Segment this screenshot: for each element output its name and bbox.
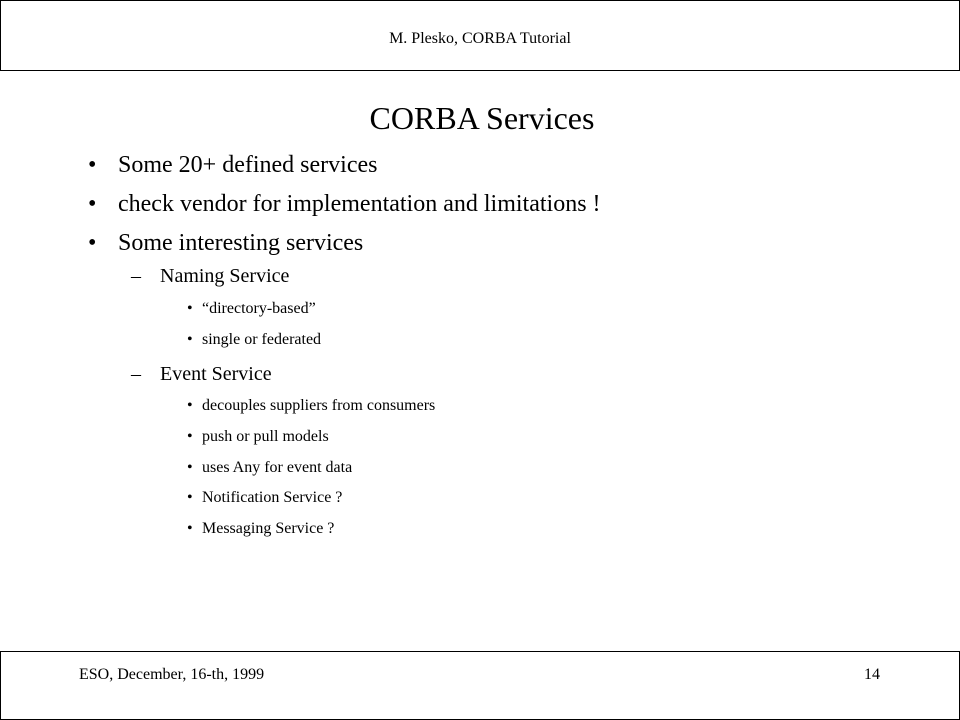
bullet-marker: •	[88, 152, 97, 178]
bullet-marker: •	[187, 459, 193, 476]
sub-sub-bullet-text: uses Any for event data	[202, 459, 353, 476]
sub-sub-bullet-text: decouples suppliers from consumers	[202, 397, 436, 414]
bullet-marker: •	[187, 300, 193, 317]
page-number: 14	[864, 666, 880, 683]
footer-date: ESO, December, 16-th, 1999	[79, 666, 265, 683]
bullet-text: Some interesting services	[118, 230, 364, 256]
sub-sub-bullet-text: push or pull models	[202, 428, 329, 445]
sub-sub-bullet-text: single or federated	[202, 331, 322, 348]
bullet-text: Some 20+ defined services	[118, 152, 378, 178]
bullet-marker: •	[187, 397, 193, 414]
bullet-marker: •	[88, 191, 97, 217]
dash-marker: –	[131, 265, 141, 287]
bullet-marker: •	[187, 428, 193, 445]
bullet-text: check vendor for implementation and limitations !	[118, 191, 601, 217]
bullet-marker: •	[88, 230, 97, 256]
sub-bullet-text: Naming Service	[160, 265, 290, 287]
bullet-marker: •	[187, 331, 193, 348]
sub-sub-bullet-text: Notification Service ?	[202, 489, 343, 506]
slide-title: CORBA Services	[369, 100, 595, 136]
sub-sub-bullet-text: Messaging Service ?	[202, 520, 335, 537]
sub-sub-bullet-text: “directory-based”	[202, 300, 316, 317]
dash-marker: –	[131, 363, 141, 385]
header-author-title: M. Plesko, CORBA Tutorial	[389, 30, 571, 47]
bullet-marker: •	[187, 520, 193, 537]
sub-bullet-text: Event Service	[160, 363, 272, 385]
bullet-marker: •	[187, 489, 193, 506]
